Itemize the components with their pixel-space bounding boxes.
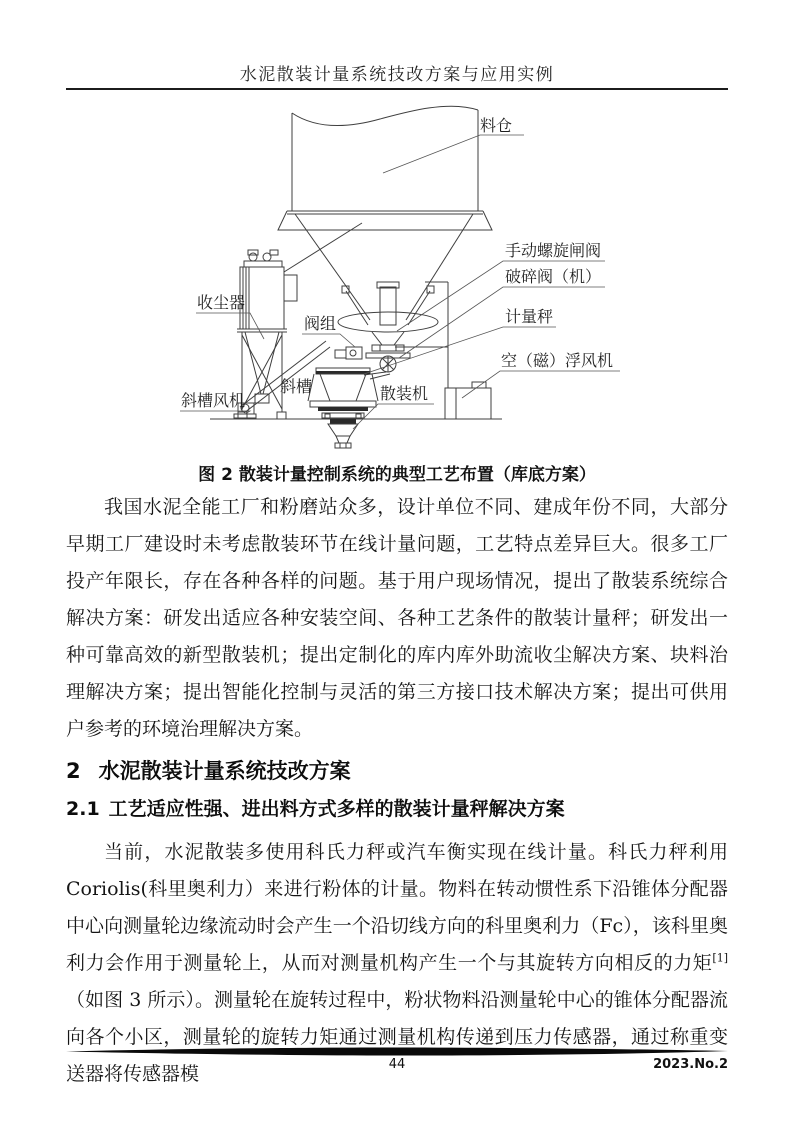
section-heading-2 (66, 755, 728, 785)
process-diagram (150, 95, 670, 455)
page-number: 44 (388, 1057, 406, 1072)
subsection-number: 2.1 (66, 798, 100, 820)
valve-stack-drawing (335, 282, 438, 379)
figure-label-bulk-loader: 散装机 (380, 384, 429, 403)
footer-bar (66, 1047, 728, 1056)
citation-ref-1: [1] (712, 951, 728, 965)
issue-label: 2023.No.2 (653, 1057, 728, 1072)
header-rule (66, 88, 728, 90)
paragraph-coriolis-text-2: （如图 3 所示）。测量轮在旋转过程中，粉状物料沿测量轮中心的锥体分配器流向各个小区，测量轮的旋转力矩通过测量机构传递到压力传感器，通过称重变送器将传感器模 (66, 989, 728, 1085)
running-head-title: 水泥散装计量系统技改方案与应用实例 (239, 65, 555, 85)
section-heading-2-1 (66, 794, 728, 821)
section-number: 2 (66, 759, 81, 783)
figure-label-air-chute: 斜槽 (280, 377, 313, 396)
loader-spout-drawing (328, 419, 358, 448)
figure-label-chute-fan: 斜槽风机 (181, 391, 246, 410)
weigher-drawing (308, 368, 378, 418)
figure-label-weighing-scale: 计量秤 (505, 307, 554, 326)
figure-label-crusher-valve: 破碎阀（机） (505, 267, 602, 286)
subsection-title: 工艺适应性强、进出料方式多样的散装计量秤解决方案 (108, 798, 565, 820)
paragraph-overview: 我国水泥全能工厂和粉磨站众多，设计单位不同、建成年份不同，大部分早期工厂建设时未考虑散装环节在线计量问题，工艺特点差异巨大。很多工厂投产年限长，存在各种各样的问题。基于用户现场情况，提出了散装系统综合解决方案：研发出适应各种安装空间、各种工艺条件的散装计量秤；研发出一种可靠高效的新型散装机；提出定制化的库内库外助流收尘解决方案、块料治理解决方案；提出智能化控制与灵活的第三方接口技术解决方案；提出可供用户参考的环境治理解决方案。 (66, 496, 728, 740)
figure-label-dust-collector: 收尘器 (197, 293, 246, 312)
figure-label-silo: 料仓 (480, 116, 513, 135)
section-title: 水泥散装计量系统技改方案 (98, 759, 351, 783)
figure-label-valve-group: 阀组 (304, 314, 337, 333)
figure-label-air-magnetic-blower: 空（磁）浮风机 (501, 351, 614, 370)
figure-label-manual-screw-gate-valve: 手动螺旋闸阀 (505, 241, 602, 260)
article-body (66, 489, 728, 1093)
paragraph-coriolis-text-1: 当前，水泥散装多使用科氏力秤或汽车衡实现在线计量。科氏力秤利用Coriolis(科里奥利力）来进行粉体的计量。物料在转动惯性系下沿锥体分配器中心向测量轮边缘流动时会产生一个沿切线方向的科里奥利力（Fc），该科里奥利力会作用于测量轮上，从而对测量机构产生一个与其旋转方向相反的力矩 (66, 841, 728, 974)
figure-caption: 图 2 散装计量控制系统的典型工艺布置（库底方案） (198, 465, 596, 485)
